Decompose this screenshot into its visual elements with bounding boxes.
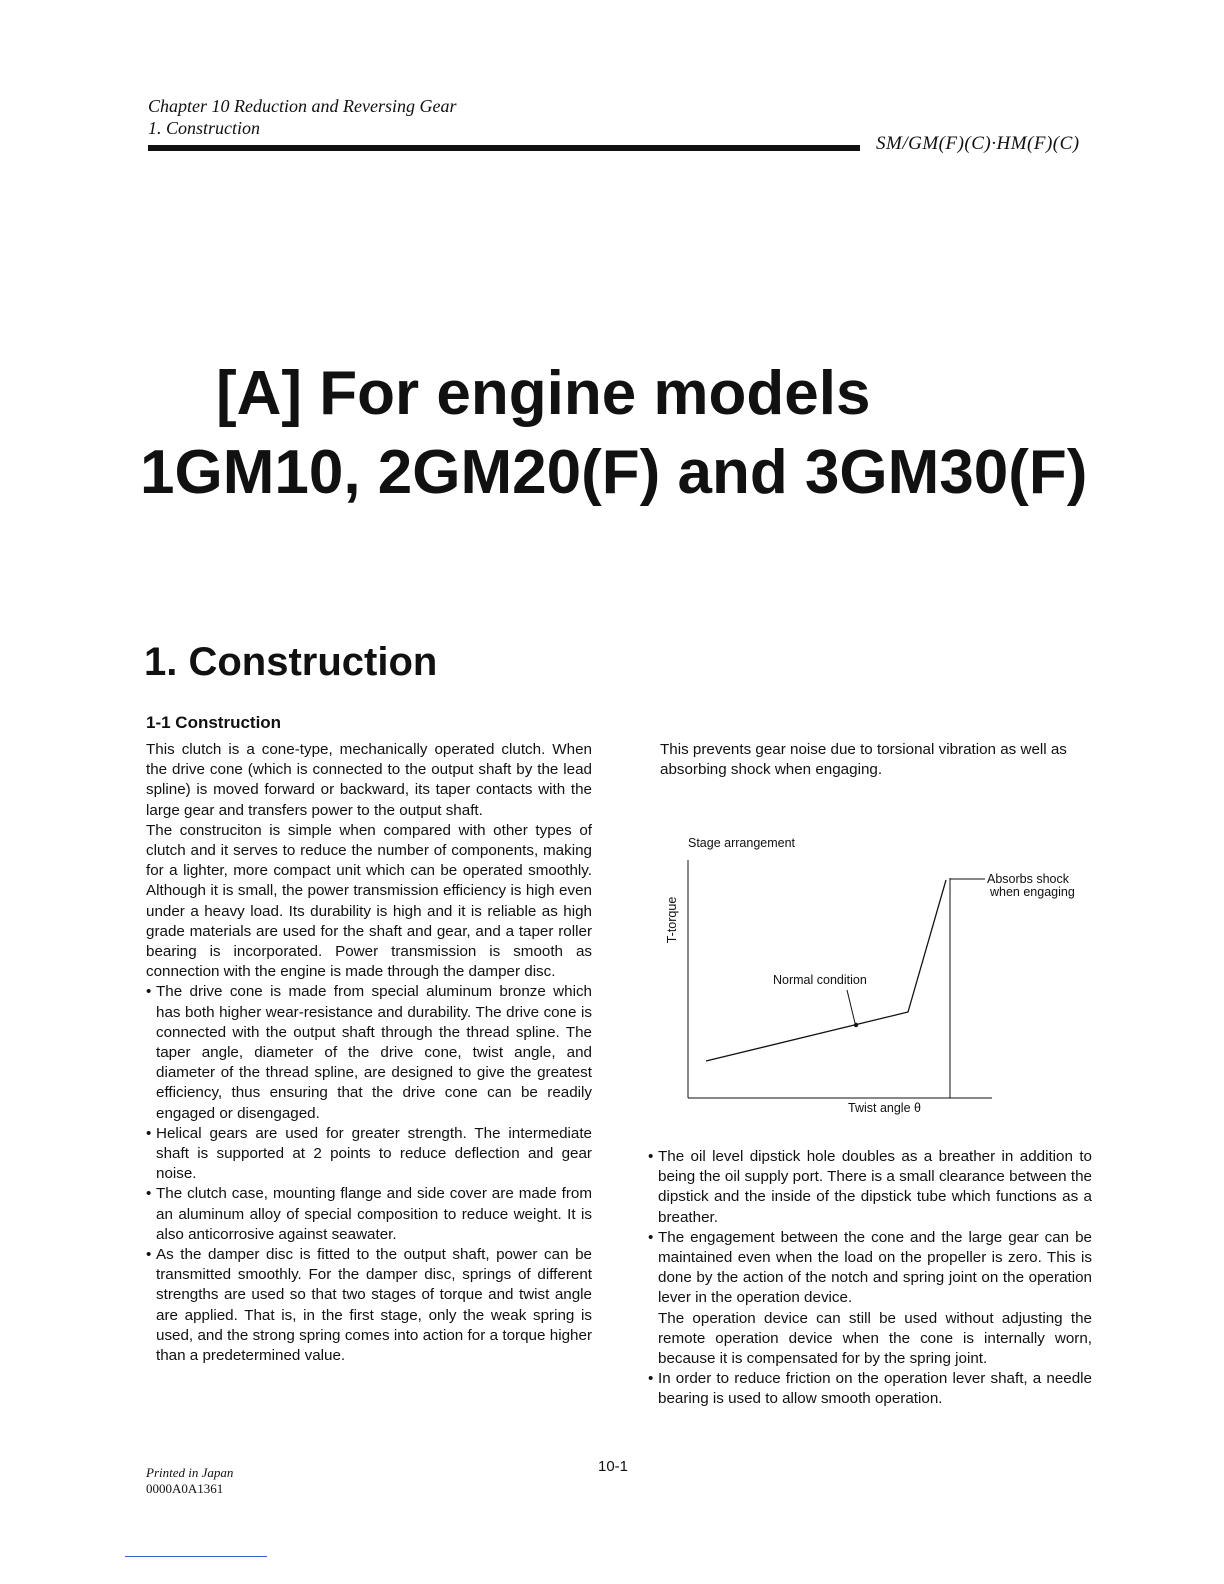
list-item: • As the damper disc is fitted to the output shaft, power can be transmitted smoothly. For the damper disc, springs of different strengths are used so that two stages of torque and twist angle are applied. That is, in the first stage, only the weak spring is used, and the strong spring comes into action for a torque higher than a predetermined value. bbox=[146, 1245, 592, 1366]
model-code: SM/GM(F)(C)·HM(F)(C) bbox=[876, 133, 1080, 154]
bottom-rule bbox=[125, 1556, 267, 1557]
document-code: 0000A0A1361 bbox=[146, 1481, 224, 1496]
list-item: • In order to reduce friction on the operation lever shaft, a needle bearing is used to allow smooth operation. bbox=[648, 1369, 1092, 1409]
list-item-text: The engagement between the cone and the large gear can be maintained even when the load on the propeller is zero. This is done by the action of the notch and spring joint on the operation lever in the operation device. bbox=[658, 1228, 1092, 1307]
subheading: 1-1 Construction bbox=[146, 713, 282, 732]
list-item: • The oil level dipstick hole doubles as a breather in addition to being the oil supply port. There is a small clearance between the dipstick and the inside of the dipstick tube which functions as a breather. bbox=[648, 1147, 1092, 1228]
right-bullet-list-2 bbox=[648, 1369, 1092, 1409]
list-item bbox=[648, 1228, 1092, 1309]
title-line-1: [A] For engine models bbox=[216, 359, 871, 428]
paragraph-2: The construciton is simple when compared with other types of clutch and it serves to reduce the number of components, making for a lighter, more compact unit which can be operated smoothly. Although it is small, the power transmission efficiency is high even under a heavy load. Its durability is high and it is reliable as high grade materials are used for the shaft and gear, and a taper roller bearing is incorporated. Power transmission is smooth as connection with the engine is made through the damper disc. bbox=[146, 821, 592, 981]
torque-curve bbox=[706, 880, 946, 1061]
shock-label-line-1: Absorbs shock bbox=[987, 872, 1069, 886]
intro-paragraph: This prevents gear noise due to torsional vibration as well as absorbing shock when engaging. bbox=[660, 741, 1067, 779]
right-column-bullets bbox=[648, 1147, 1092, 1410]
title-line-2: 1GM10, 2GM20(F) and 3GM30(F) bbox=[140, 438, 1088, 507]
y-axis-label: T-torque bbox=[665, 896, 679, 944]
list-item: • The drive cone is made from special aluminum bronze which has both higher wear-resistance and durability. The drive cone is connected with the output shaft through the thread spline. The taper angle, diameter of the drive cone, twist angle, and diameter of the thread spline, are designed to give the greatest efficiency, thus ensuring that the drive cone can be readily engaged or disengaged. bbox=[146, 982, 592, 1123]
stage-arrangement-diagram bbox=[640, 828, 1100, 1128]
normal-condition-label: Normal condition bbox=[773, 973, 867, 987]
diagram-title: Stage arrangement bbox=[688, 836, 796, 850]
section-heading: 1. Construction bbox=[144, 640, 438, 684]
right-column-intro bbox=[660, 740, 1080, 780]
paragraph-1: This clutch is a cone-type, mechanically operated clutch. When the drive cone (which is connected to the output shaft by the lead spline) is moved forward or backward, its taper contacts with the large gear and transfers power to the output shaft. bbox=[146, 741, 592, 819]
left-column bbox=[146, 740, 592, 1366]
x-axis-label: Twist angle θ bbox=[848, 1101, 921, 1115]
list-item: • The clutch case, mounting flange and side cover are made from an aluminum alloy of special composition to reduce weight. It is also anticorrosive against seawater. bbox=[146, 1184, 592, 1245]
shock-label-line-2: when engaging bbox=[990, 885, 1075, 899]
printed-in-note: Printed in Japan bbox=[146, 1465, 234, 1480]
section-header: 1. Construction bbox=[148, 118, 261, 138]
chapter-header: Chapter 10 Reduction and Reversing Gear bbox=[148, 96, 457, 116]
page-number: 10-1 bbox=[598, 1458, 629, 1475]
list-item-continuation: The operation device can still be used without adjusting the remote operation device when the cone is internally worn, because it is compensated for by the spring joint. bbox=[658, 1309, 1092, 1368]
normal-point bbox=[854, 1023, 858, 1027]
left-bullet-list bbox=[146, 982, 592, 1366]
right-bullet-list bbox=[648, 1147, 1092, 1309]
normal-leader-line bbox=[847, 990, 855, 1023]
list-item: • Helical gears are used for greater strength. The intermediate shaft is supported at 2 points to reduce deflection and gear noise. bbox=[146, 1124, 592, 1185]
header-rule bbox=[148, 145, 860, 151]
